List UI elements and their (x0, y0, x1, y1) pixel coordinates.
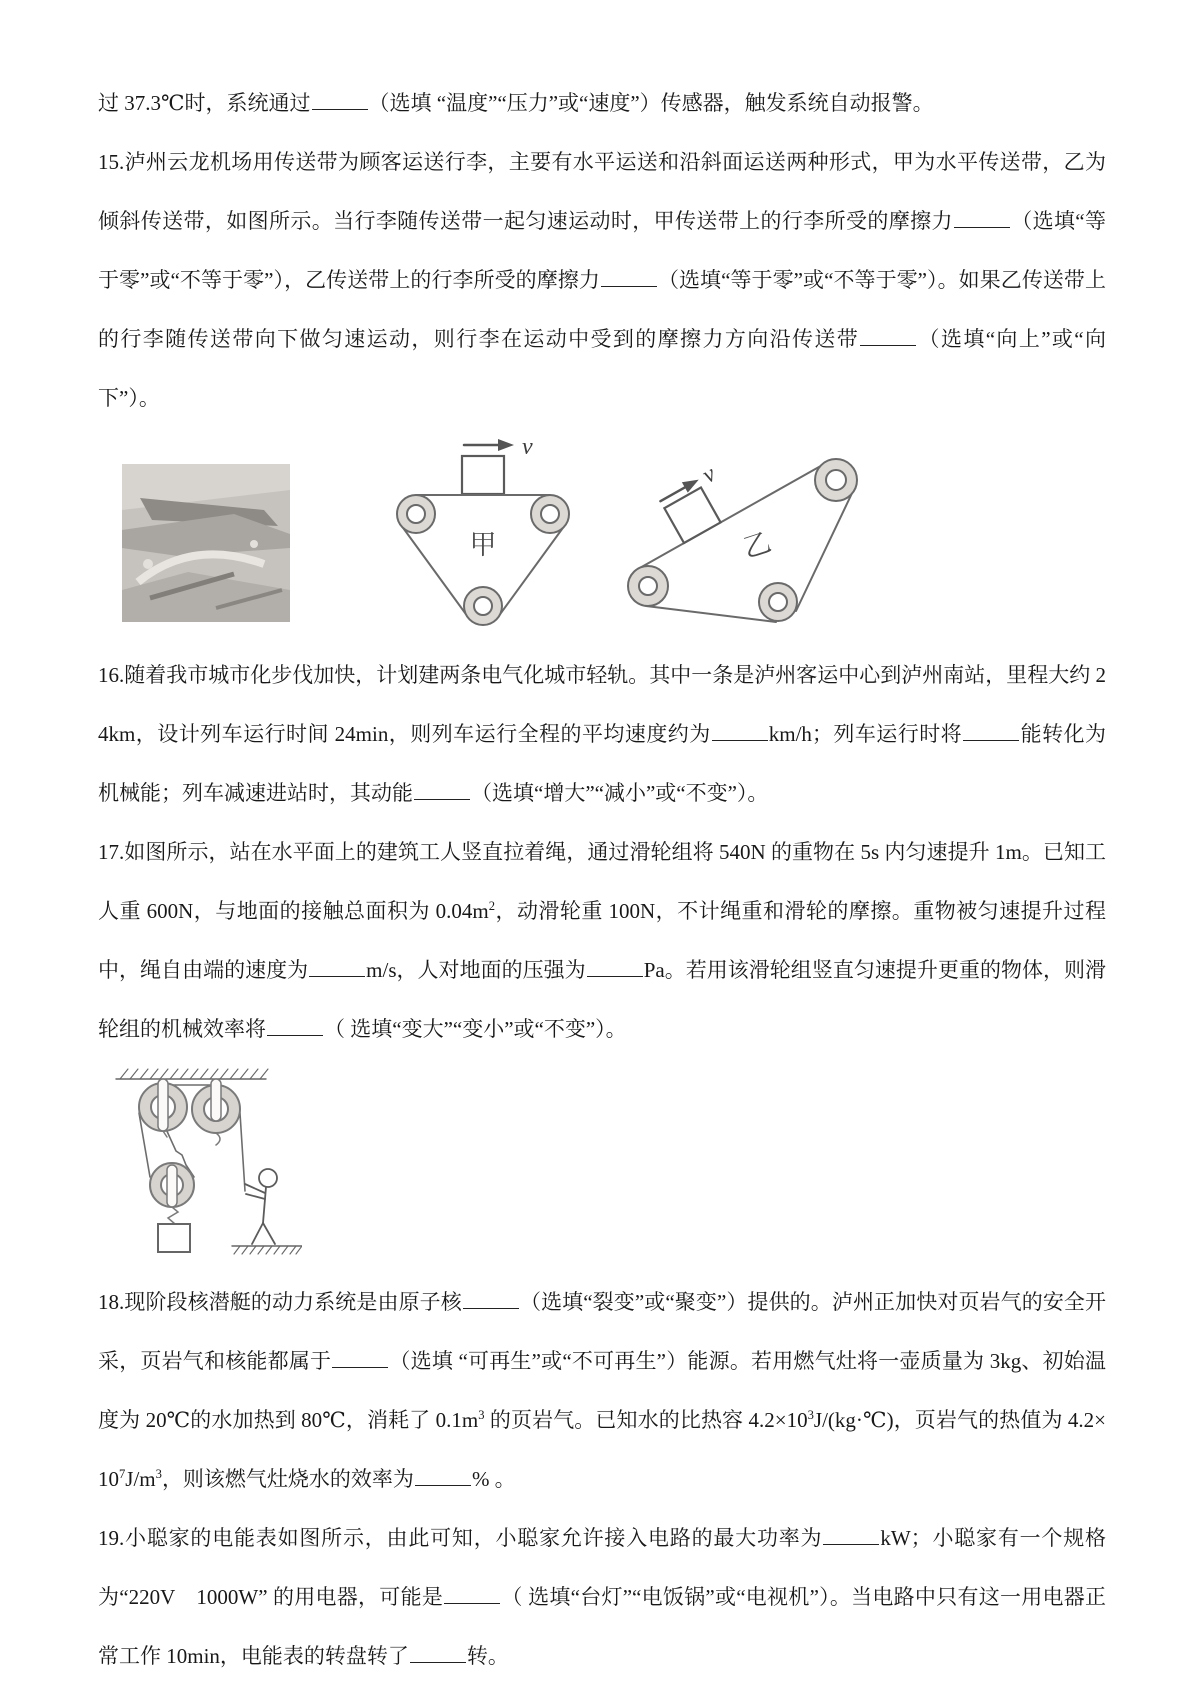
question-15 (98, 133, 1106, 428)
movable-pulley (150, 1163, 194, 1224)
text-run: J/(kg·℃)，页岩气的热值为 4.2×10 (98, 1408, 1106, 1491)
text-run: 的页岩气。已知水的比热容 4.2×10 (484, 1408, 808, 1432)
text-run: 16.随着我市城市化步伐加快，计划建两条电气化城市轻轨。其中一条是泸州客运中心到泸州南站，里程大约 24km，设计列车运行时间 24min，则列车运行全程的平均速度约为 (98, 663, 1106, 746)
belt-label-jia: 甲 (469, 530, 497, 560)
text-run: （ 选填“台灯”“电饭锅”或“电视机”）。当电路中只有这一用电器正常工作 10min，电能表的转盘转了 (98, 1585, 1106, 1668)
answer-blank (414, 778, 470, 800)
q17-pulley-figure (106, 1063, 1106, 1271)
superscript-exponent: 3 (478, 1408, 485, 1422)
fixed-pulley-left (139, 1079, 187, 1137)
answer-blank (415, 1464, 471, 1486)
text-run: kW；小聪家有一个规格为“220V 1000W” 的用电器，可能是 (98, 1526, 1106, 1609)
superscript-exponent: 2 (488, 899, 496, 913)
q15-figure-row (122, 432, 1106, 644)
answer-blank (410, 1641, 466, 1663)
answer-blank (601, 265, 657, 287)
text-run: （选填 “温度”“压力”或“速度”）传感器，触发系统自动报警。 (368, 91, 934, 115)
question-19 (98, 1509, 1106, 1686)
inclined-belt-diagram-yi (610, 432, 872, 632)
question-17 (98, 823, 1106, 1059)
ceiling (116, 1069, 268, 1079)
answer-blank (587, 955, 643, 977)
superscript-exponent: 3 (807, 1408, 814, 1422)
answer-blank (712, 719, 768, 741)
question-18 (98, 1273, 1106, 1509)
answer-blank (963, 719, 1019, 741)
velocity-label: v (698, 460, 721, 489)
text-run: （ 选填“变大”“变小”或“不变”）。 (324, 1017, 627, 1041)
answer-blank (823, 1523, 879, 1545)
luggage-on-incline (655, 461, 738, 543)
answer-blank (309, 955, 365, 977)
ground (232, 1246, 302, 1254)
load-box (158, 1224, 190, 1252)
text-run: J/m (125, 1467, 156, 1491)
text-run: （选填“等于零”或“不等于零”），乙传送带上的行李所受的摩擦力 (98, 209, 1107, 292)
svg-text:v: v (522, 434, 533, 460)
pulley-system-diagram (106, 1063, 302, 1269)
superscript-exponent: 7 (119, 1467, 126, 1481)
fixed-pulley-right (192, 1079, 240, 1145)
text-run: ，则该燃气灶烧水的效率为 (161, 1467, 414, 1491)
text-run: （选填 “可再生”或“不可再生”）能源。若用燃气灶将一壶质量为 3kg、初始温度为 20℃的水加热到 80℃，消耗了 0.1m (98, 1349, 1107, 1432)
answer-blank (267, 1014, 323, 1036)
answer-blank (312, 88, 368, 110)
text-run: % 。 (471, 1467, 516, 1491)
text-run: 转。 (466, 1644, 509, 1668)
text-run: （选填“等于零”或“不等于零”）。如果乙传送带上的行李随传送带向下做匀速运动，则行李在运动中受到的摩擦力方向沿传送带 (98, 268, 1106, 351)
text-run: 能转化为机械能；列车减速进站时，其动能 (98, 722, 1106, 805)
belt-label-yi: 乙 (739, 527, 775, 564)
horizontal-belt-diagram-jia (390, 432, 576, 632)
answer-blank (444, 1582, 500, 1604)
text-run: 18.现阶段核潜艇的动力系统是由原子核 (98, 1290, 462, 1314)
text-run: 19.小聪家的电能表如图所示，由此可知，小聪家允许接入电路的最大功率为 (98, 1526, 823, 1550)
answer-blank (860, 324, 916, 346)
text-run: 15.泸州云龙机场用传送带为顾客运送行李，主要有水平运送和沿斜面运送两种形式，甲为水平传送带，乙为倾斜传送带，如图所示。当行李随传送带一起匀速运动时，甲传送带上的行李所受的摩擦力 (98, 150, 1106, 233)
answer-blank (463, 1287, 519, 1309)
text-run: km/h；列车运行时将 (768, 722, 963, 746)
text-run: 过 37.3℃时，系统通过 (98, 91, 311, 115)
belt-pulleys (397, 495, 569, 625)
text-run: 17.如图所示，站在水平面上的建筑工人竖直拉着绳，通过滑轮组将 540N 的重物在 5s 内匀速提升 1m。已知工人重 600N，与地面的接触总面积为 0.04m (98, 840, 1106, 923)
superscript-exponent: 3 (155, 1467, 162, 1481)
text-run: Pa。若用该滑轮组竖直匀速提升更重的物体，则滑轮组的机械效率将 (98, 958, 1107, 1041)
text-run: ，动滑轮重 100N，不计绳重和滑轮的摩擦。重物被匀速提升过程中，绳自由端的速度为 (98, 899, 1106, 982)
answer-blank (954, 206, 1010, 228)
text-run: （选填“增大”“减小”或“不变”）。 (471, 781, 769, 805)
text-run: （选填“裂变”或“聚变”）提供的。泸州正加快对页岩气的安全开采，页岩气和核能都属于 (98, 1290, 1107, 1373)
question-14-continuation (98, 74, 1106, 133)
worker-stick-figure (245, 1169, 277, 1244)
text-run: （选填“向上”或“向下”）。 (98, 327, 1107, 410)
answer-blank (332, 1346, 388, 1368)
luggage-box (462, 456, 504, 494)
airport-conveyor-photo (122, 464, 290, 622)
text-run: m/s，人对地面的压强为 (366, 958, 586, 982)
question-16 (98, 646, 1106, 823)
